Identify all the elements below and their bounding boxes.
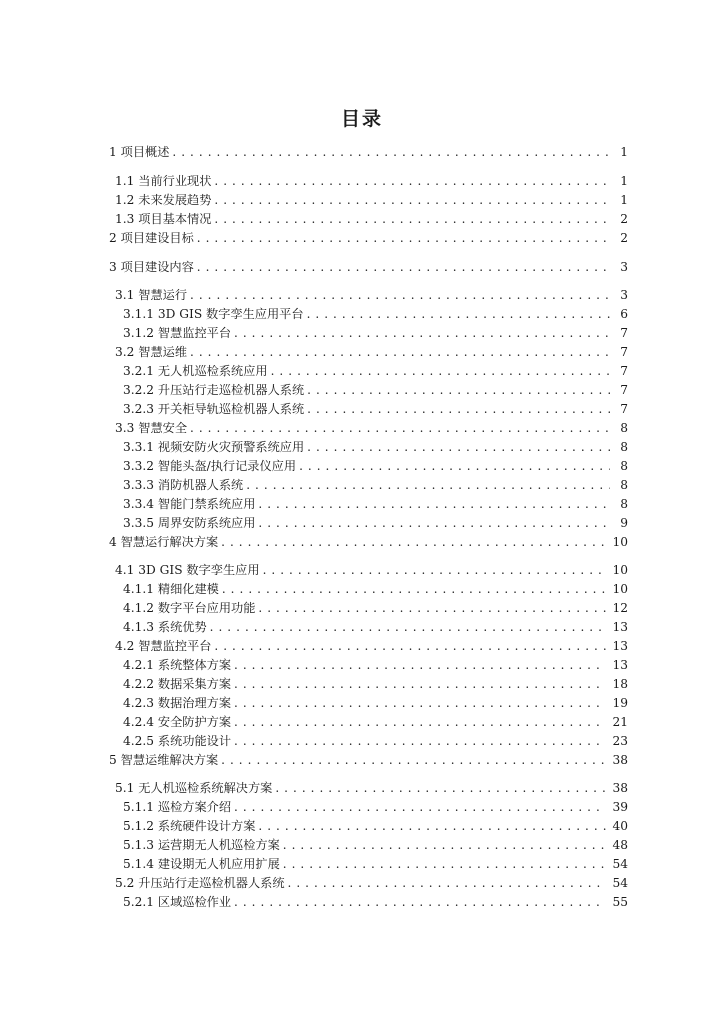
toc-entry-label: 4.1 3D GIS 数字孪生应用 <box>115 563 260 577</box>
dot-leader <box>234 656 606 674</box>
toc-entry[interactable] <box>115 286 628 304</box>
toc-entry[interactable] <box>123 713 628 731</box>
toc-entry[interactable] <box>123 476 628 494</box>
toc-entry-page-number: 3 <box>620 260 628 274</box>
toc-entry[interactable] <box>109 751 628 769</box>
toc-entry-label: 3.2.3 开关柜导轨巡检机器人系统 <box>123 402 305 416</box>
toc-entry[interactable] <box>109 533 628 551</box>
toc-entry[interactable] <box>123 495 628 513</box>
toc-entry-page-number: 6 <box>620 307 628 321</box>
dot-leader <box>258 599 606 617</box>
toc-entry-page-number: 8 <box>620 440 628 454</box>
toc-entry-label: 4.2.3 数据治理方案 <box>123 696 232 710</box>
dot-leader <box>234 798 606 816</box>
toc-entry-page-number: 10 <box>612 582 628 596</box>
toc-entry-page-number: 12 <box>612 601 628 615</box>
toc-entry[interactable] <box>115 191 628 209</box>
toc-entry-label: 5.1.1 巡检方案介绍 <box>123 800 232 814</box>
toc-entry[interactable] <box>123 362 628 380</box>
toc-entry-label: 4.2 智慧监控平台 <box>115 639 212 653</box>
toc-entry-label: 3.3.5 周界安防系统应用 <box>123 516 256 530</box>
dot-leader <box>275 779 606 797</box>
dot-leader <box>214 191 610 209</box>
dot-leader <box>190 419 610 437</box>
toc-entry-page-number: 13 <box>612 620 628 634</box>
dot-leader <box>210 618 607 636</box>
dot-leader <box>197 258 610 276</box>
toc-entry-label: 3.1.1 3D GIS 数字孪生应用平台 <box>123 307 304 321</box>
toc-entry-label: 4.1.2 数字平台应用功能 <box>123 601 256 615</box>
dot-leader <box>307 381 610 399</box>
toc-entry-label: 4.1.1 精细化建模 <box>123 582 219 596</box>
toc-entry-label: 5.2.1 区域巡检作业 <box>123 895 232 909</box>
toc-entry[interactable] <box>115 561 628 579</box>
toc-entry-page-number: 8 <box>620 421 628 435</box>
toc-entry-label: 3.3.1 视频安防火灾预警系统应用 <box>123 440 305 454</box>
toc-entry-page-number: 13 <box>612 639 628 653</box>
toc-entry[interactable] <box>123 732 628 750</box>
dot-leader <box>234 893 606 911</box>
toc-entry-page-number: 7 <box>620 326 628 340</box>
toc-entry-page-number: 55 <box>612 895 628 909</box>
dot-leader <box>234 713 606 731</box>
toc-entry-page-number: 7 <box>620 402 628 416</box>
toc-entry-page-number: 8 <box>620 459 628 473</box>
dot-leader <box>234 732 606 750</box>
toc-entry-label: 3.3 智慧安全 <box>115 421 188 435</box>
toc-entry-page-number: 3 <box>620 288 628 302</box>
toc-entry-label: 5.2 升压站行走巡检机器人系统 <box>115 876 285 890</box>
toc-entry[interactable] <box>115 343 628 361</box>
dot-leader <box>234 694 606 712</box>
toc-entry-label: 3.3.3 消防机器人系统 <box>123 478 244 492</box>
toc-entry-label: 5.1 无人机巡检系统解决方案 <box>115 781 273 795</box>
toc-entry[interactable] <box>123 618 628 636</box>
toc-entry-label: 1.3 项目基本情况 <box>115 212 212 226</box>
toc-entry-label: 4 智慧运行解决方案 <box>109 535 219 549</box>
dot-leader <box>283 855 607 873</box>
toc-entry[interactable] <box>123 438 628 456</box>
dot-leader <box>172 143 610 161</box>
dot-leader <box>190 343 610 361</box>
dot-leader <box>258 514 610 532</box>
toc-entry[interactable] <box>123 817 628 835</box>
toc-entry-page-number: 7 <box>620 345 628 359</box>
toc-entry-label: 4.2.4 安全防护方案 <box>123 715 232 729</box>
toc-entry[interactable] <box>123 324 628 342</box>
toc-entry[interactable] <box>115 210 628 228</box>
toc-entry-page-number: 10 <box>612 563 628 577</box>
toc-entry-label: 1.2 未来发展趋势 <box>115 193 212 207</box>
dot-leader <box>221 533 606 551</box>
dot-leader <box>307 438 610 456</box>
toc-entry[interactable] <box>115 874 628 892</box>
toc-entry[interactable] <box>123 457 628 475</box>
dot-leader <box>214 637 606 655</box>
toc-entry[interactable] <box>123 798 628 816</box>
toc-entry-page-number: 8 <box>620 478 628 492</box>
toc-entry-page-number: 18 <box>612 677 628 691</box>
dot-leader <box>288 874 607 892</box>
toc-entry-label: 3.2.2 升压站行走巡检机器人系统 <box>123 383 305 397</box>
toc-entry-page-number: 2 <box>620 231 628 245</box>
toc-entry-page-number: 1 <box>620 193 628 207</box>
toc-entry[interactable] <box>115 172 628 190</box>
dot-leader <box>263 561 607 579</box>
toc-entry[interactable] <box>123 305 628 323</box>
toc-entry[interactable] <box>123 675 628 693</box>
toc-entry-page-number: 48 <box>612 838 628 852</box>
toc-entry[interactable] <box>115 779 628 797</box>
toc-entry[interactable] <box>123 836 628 854</box>
toc-entry-page-number: 13 <box>612 658 628 672</box>
dot-leader <box>221 751 606 769</box>
toc-entry[interactable] <box>123 656 628 674</box>
toc-entry[interactable] <box>123 599 628 617</box>
dot-leader <box>214 172 610 190</box>
toc-entry-page-number: 1 <box>620 174 628 188</box>
toc-entry[interactable] <box>109 258 628 276</box>
dot-leader <box>246 476 610 494</box>
toc-entry-label: 3.2.1 无人机巡检系统应用 <box>123 364 268 378</box>
dot-leader <box>307 400 610 418</box>
toc-entry-label: 5.1.4 建设期无人机应用扩展 <box>123 857 280 871</box>
toc-entry[interactable] <box>109 229 628 247</box>
toc-entry[interactable] <box>115 637 628 655</box>
toc-entry-label: 4.2.2 数据采集方案 <box>123 677 232 691</box>
dot-leader <box>197 229 610 247</box>
dot-leader <box>190 286 610 304</box>
toc-entry-page-number: 38 <box>612 781 628 795</box>
toc-entry-page-number: 7 <box>620 364 628 378</box>
dot-leader <box>271 362 610 380</box>
toc-entry-page-number: 21 <box>612 715 628 729</box>
dot-leader <box>234 675 606 693</box>
toc-entry-page-number: 54 <box>612 857 628 871</box>
toc-entry[interactable] <box>123 855 628 873</box>
toc-title: 目录 <box>340 108 383 130</box>
toc-entry-label: 5.1.3 运营期无人机巡检方案 <box>123 838 280 852</box>
toc-entry-label: 5 智慧运维解决方案 <box>109 753 219 767</box>
toc-entry-page-number: 23 <box>612 734 628 748</box>
toc-entry[interactable] <box>123 694 628 712</box>
toc-entry-label: 2 项目建设目标 <box>109 231 194 245</box>
toc-entry-label: 3.3.2 智能头盔/执行记录仪应用 <box>123 459 297 473</box>
toc-entry-page-number: 40 <box>612 819 628 833</box>
toc-entry-page-number: 10 <box>612 535 628 549</box>
toc-entry-label: 4.2.1 系统整体方案 <box>123 658 232 672</box>
dot-leader <box>222 580 607 598</box>
toc-entry-page-number: 2 <box>620 212 628 226</box>
toc-entry-label: 3.1 智慧运行 <box>115 288 188 302</box>
toc-entry-label: 3 项目建设内容 <box>109 260 194 274</box>
toc-entry-label: 3.3.4 智能门禁系统应用 <box>123 497 256 511</box>
toc-entry[interactable] <box>123 580 628 598</box>
dot-leader <box>258 817 606 835</box>
toc-entry[interactable] <box>123 381 628 399</box>
dot-leader <box>258 495 610 513</box>
toc-entry-page-number: 7 <box>620 383 628 397</box>
toc-entry-label: 1 项目概述 <box>109 145 170 159</box>
dot-leader <box>234 324 610 342</box>
dot-leader <box>214 210 610 228</box>
toc-entry-page-number: 19 <box>612 696 628 710</box>
dot-leader <box>299 457 610 475</box>
toc-entry-page-number: 38 <box>612 753 628 767</box>
toc-entry-page-number: 1 <box>620 145 628 159</box>
toc-entry-label: 4.1.3 系统优势 <box>123 620 207 634</box>
toc-entry[interactable] <box>123 514 628 532</box>
dot-leader <box>307 305 610 323</box>
toc-entry-label: 1.1 当前行业现状 <box>115 174 212 188</box>
toc-entry-label: 5.1.2 系统硬件设计方案 <box>123 819 256 833</box>
toc-entry-label: 4.2.5 系统功能设计 <box>123 734 232 748</box>
toc-entry[interactable] <box>123 893 628 911</box>
dot-leader <box>283 836 607 854</box>
toc-entry-label: 3.1.2 智慧监控平台 <box>123 326 232 340</box>
toc-entry-page-number: 9 <box>620 516 628 530</box>
toc-entry-page-number: 39 <box>612 800 628 814</box>
toc-entry[interactable] <box>115 419 628 437</box>
toc-entry-page-number: 54 <box>612 876 628 890</box>
toc-entry-label: 3.2 智慧运维 <box>115 345 188 359</box>
toc-entry[interactable] <box>109 143 628 161</box>
toc-entry[interactable] <box>123 400 628 418</box>
toc-entry-page-number: 8 <box>620 497 628 511</box>
